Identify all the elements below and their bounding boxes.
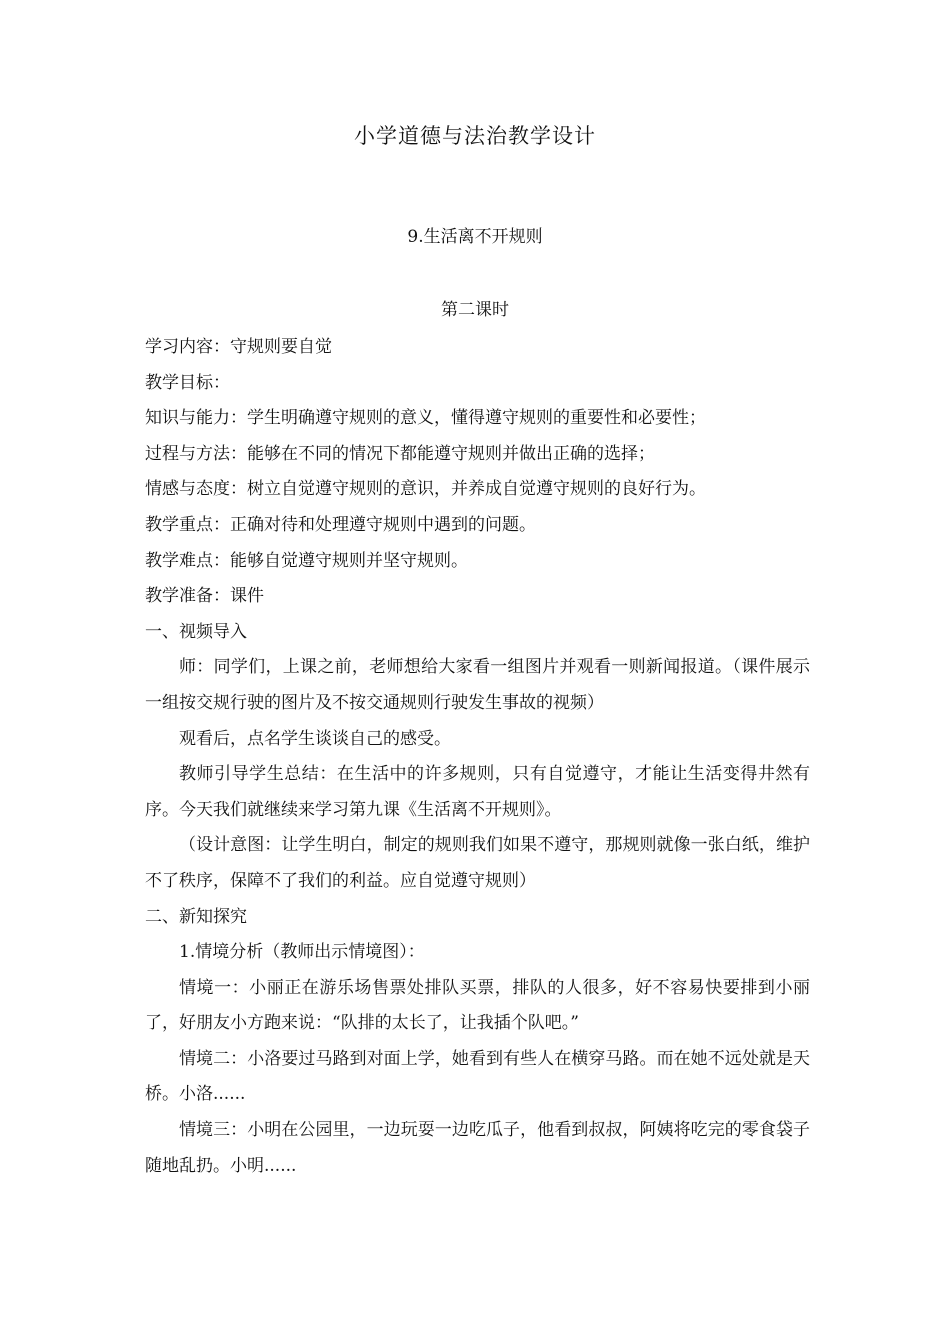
paragraph: 教学重点：正确对待和处理遵守规则中遇到的问题。 xyxy=(145,514,536,535)
paragraph: 教师引导学生总结：在生活中的许多规则，只有自觉遵守，才能让生活变得井然有序。今天我们就继续来学习第九课《生活离不开规则》。 xyxy=(145,764,810,820)
paragraph: 教学准备：课件 xyxy=(145,586,264,607)
paragraph: 二、新知探究 xyxy=(145,906,247,927)
paragraph: 情境三：小明在公园里，一边玩耍一边吃瓜子，他看到叔叔，阿姨将吃完的零食袋子随地乱扔。小明...... xyxy=(145,1120,810,1176)
document-body xyxy=(145,330,810,1184)
paragraph: 情境一：小丽正在游乐场售票处排队买票，排队的人很多，好不容易快要排到小丽了，好朋友小方跑来说：“队排的太长了，让我插个队吧。” xyxy=(145,977,810,1034)
session-label: 第二课时 xyxy=(441,300,509,320)
paragraph: 情感与态度：树立自觉遵守规则的意识，并养成自觉遵守规则的良好行为。 xyxy=(145,479,706,500)
paragraph: 情境二：小洛要过马路到对面上学，她看到有些人在横穿马路。而在她不远处就是天桥。小洛...... xyxy=(145,1048,810,1105)
document-title: 小学道德与法治教学设计 xyxy=(354,124,596,148)
paragraph: 1.情境分析（教师出示情境图）： xyxy=(179,942,425,963)
paragraph: 知识与能力：学生明确遵守规则的意义，懂得遵守规则的重要性和必要性； xyxy=(145,408,706,429)
paragraph: 教学难点：能够自觉遵守规则并坚守规则。 xyxy=(145,550,468,571)
lesson-title: 9.生活离不开规则 xyxy=(407,227,543,247)
paragraph: 学习内容：守规则要自觉 xyxy=(145,337,332,357)
paragraph: 过程与方法：能够在不同的情况下都能遵守规则并做出正确的选择； xyxy=(145,443,655,464)
paragraph: 教学目标： xyxy=(145,372,230,393)
paragraph: （设计意图：让学生明白，制定的规则我们如果不遵守，那规则就像一张白纸，维护不了秩序，保障不了我们的利益。应自觉遵守规则） xyxy=(145,835,810,891)
paragraph: 一、视频导入 xyxy=(145,621,247,642)
paragraph: 观看后，点名学生谈谈自己的感受。 xyxy=(179,728,451,749)
paragraph: 师：同学们，上课之前，老师想给大家看一组图片并观看一则新闻报道。（课件展示一组按交规行驶的图片及不按交通规则行驶发生事故的视频） xyxy=(145,657,810,713)
